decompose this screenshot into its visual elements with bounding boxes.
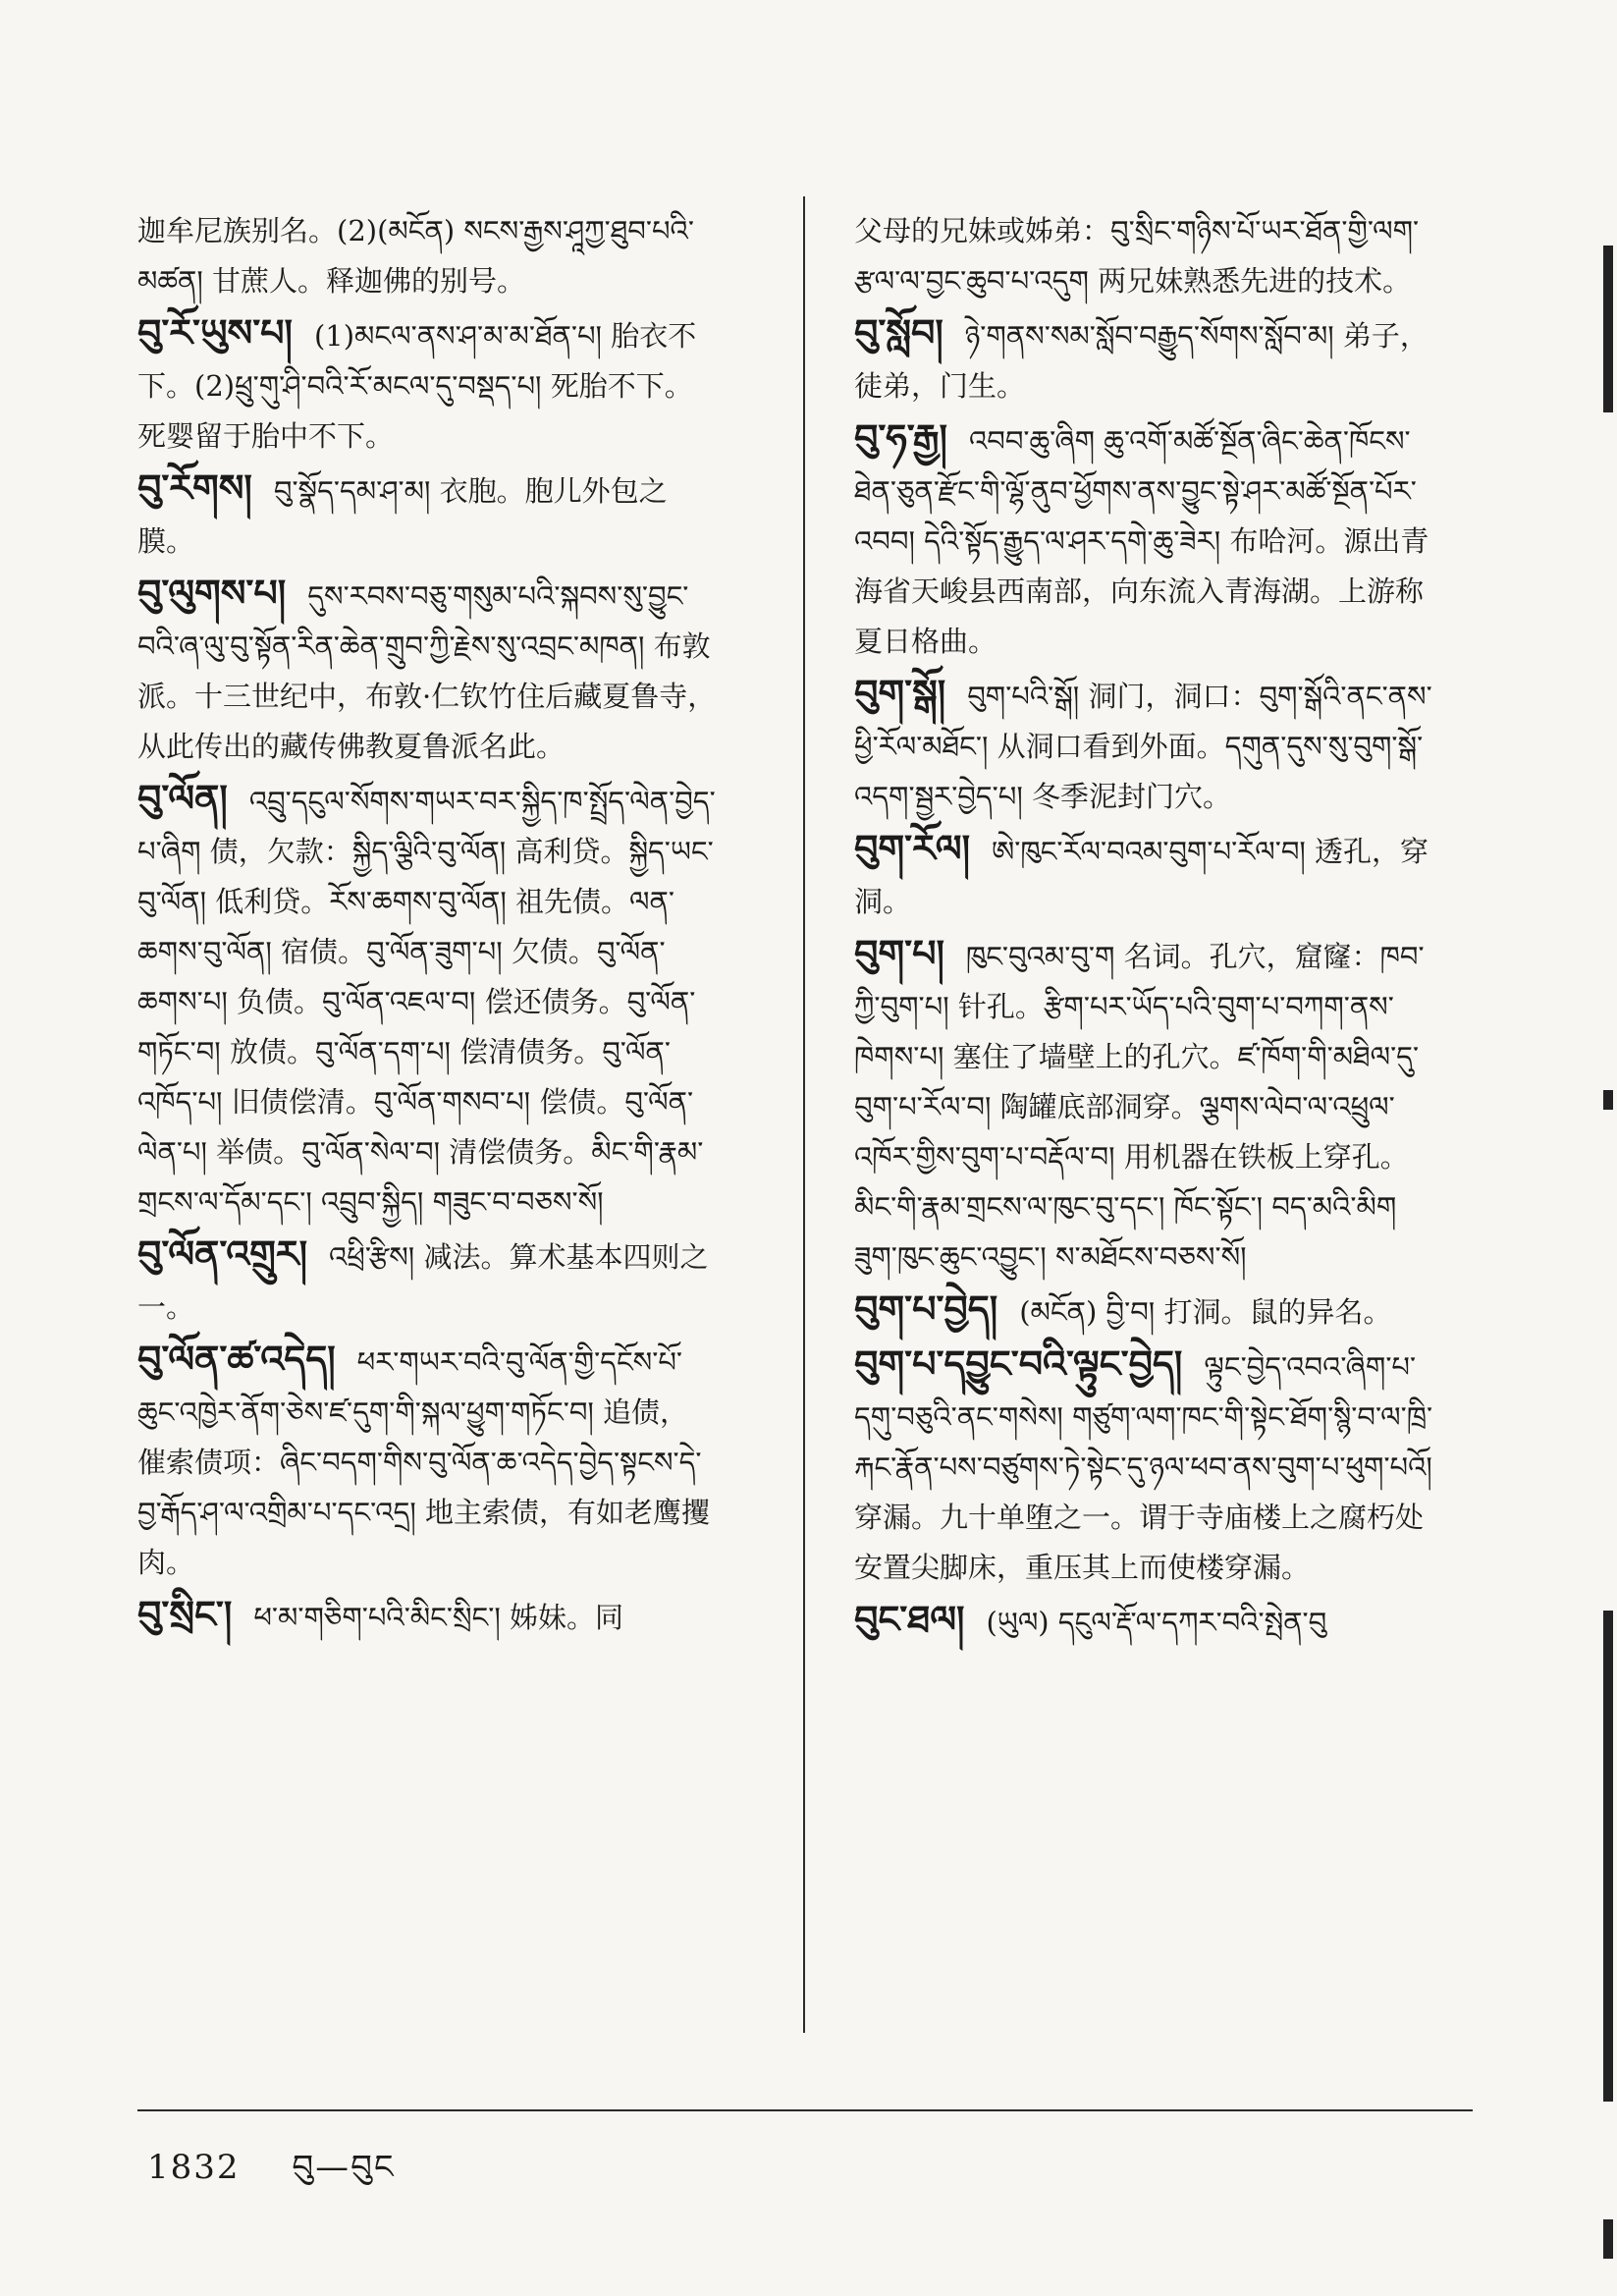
entry-definition: ལྟུང་བྱེད་འབའ་ཞིག་པ་དགུ་བཅུའི་ནང་གསེས། གཙུག་ལག་ཁང་གི་སྟེང་ཐོག་སྙི་བ་ལ་ཁྲི་རྐང་རྣོན་པས་བཙུགས་ཏེ་སྟེང་དུ་ཉལ་ཕབ་ནས་བུག་པ་ཕུག་པའོ། 穿漏。九十单堕之一。谓于寺庙楼上之腐朽处安置尖脚床，重压其上而使楼穿漏。 [854,1350,1433,1584]
entry-definition: ཁུང་བུའམ་བུ་ག 名词。孔穴，窟窿：ཁབ་ཀྱི་བུག་པ། 针孔。རྩིག་པར་ཡོད་པའི་བུག་པ་བཀག་ནས་ཁེགས་པ། 塞住了墙壁上的孔穴。ཛ་ཁོག་གི་མཐིལ་དུ་བུག་པ་ཪོལ་བ། 陶罐底部洞穿。ལྕགས་ལེབ་ལ་འཕྲུལ་འཁོར་གྱིས་བུག་པ་བརྡོལ་བ། 用机器在铁板上穿孔。མིང་གི་རྣམ་གྲངས་ལ་ཁུང་བུ་དང་། ཁོང་སྟོང་། བད་མའི་མིག ཟུག་ཁུང་ཆུང་འབྱུང་། ས་མཐོངས་བཅས་སོ། [854,940,1425,1274]
dictionary-entry [854,1595,1433,1648]
entry-headword: བུ་ཪོ་ཡུས་པ། [137,311,293,355]
entry-headword: བུ་སློབ། [854,311,943,355]
dictionary-entry [137,1230,717,1333]
entry-definition: འབབ་ཆུ་ཞིག ཆུ་འགོ་མཚོ་སྔོན་ཞིང་ཆེན་ཁོངས་ཐེན་ཅུན་རྫོང་གི་ལྷོ་ནུབ་ཕྱོགས་ནས་བྱུང་སྟེ་ཤར་མཚོ་སྔོན་པོར་འབབ། དེའི་སྟོད་རྒྱུད་ལ་ཤར་དགེ་ཆུ་ཟེར། 布哈河。源出青海省天峻县西南部，向东流入青海湖。上游称夏日格曲。 [854,424,1429,658]
dictionary-entry [854,1285,1433,1338]
footer-rule [137,2109,1473,2111]
entry-headword: བུ་ཧ་རྒྱ། [854,416,947,460]
entry-headword: བུག་པ་དབྱུང་བའི་ལྟུང་བྱེད། [854,1342,1183,1386]
column-divider [803,196,805,2033]
dictionary-entry [854,308,1433,411]
right-column [854,206,1433,1650]
entry-definition: འཕྲི་རྩིས། 减法。算术基本四则之一。 [137,1240,709,1324]
dictionary-entry [137,1335,717,1588]
entry-definition: 迦牟尼族别名。(2)(མངོན) སངས་རྒྱས་ཤཱཀྱ་ཐུབ་པའི་མཚན། 甘蔗人。释迦佛的别号。 [137,214,694,298]
dictionary-entry [137,308,717,462]
entry-definition: དུས་རབས་བཅུ་གསུམ་པའི་སྐབས་སུ་བྱུང་བའི་ཞ་ལུ་བུ་སྟོན་རིན་ཆེན་གྲུབ་ཀྱི་རྗེས་སུ་འབྲང་མཁན། 布敦派。十三世纪中，布敦·仁钦竹住后藏夏鲁寺，从此传出的藏传佛教夏鲁派名此。 [137,579,717,763]
entry-definition: ཉེ་གནས་སམ་སློབ་བརྒྱུད་སོགས་སློབ་མ། 弟子，徒弟，门生。 [854,319,1428,403]
page-number: 1832 [147,2148,241,2187]
entry-headword: བུ་སྲིང་། [137,1593,233,1636]
entry-definition: ཕ་མ་གཅིག་པའི་མིང་སྲིང་། 姊妹。同 [253,1601,624,1634]
dictionary-entry [854,413,1433,667]
entry-definition: (ཡུལ) དངུལ་རྡོ་ལ་དཀར་བའི་སྤེན་བུ [986,1606,1327,1639]
dictionary-entry [137,1590,717,1643]
entry-headword: བུག་ཪོལ། [854,827,971,870]
entry-headword: བུང་ཐལ། [854,1598,965,1641]
entry-definition: (1)མངལ་ནས་ཤ་མ་མ་ཐོན་པ། 胎衣不下。(2)ཕྲུ་གུ་ཤི་བའི་རོ་མངལ་དུ་བསྡད་པ། 死胎不下。死婴留于胎中不下。 [137,319,697,453]
entry-headword: བུ་ཪོགས། [137,466,252,510]
entry-headword: བུག་པ་བྱེད། [854,1287,998,1331]
page-range: བུ—བུང [292,2148,396,2187]
entry-definition: བུག་པའི་སྒོ། 洞门，洞口：བུག་སྒོའི་ནང་ནས་ཕྱི་རོལ་མཐོང་། 从洞口看到外面。དགུན་དུས་སུ་བུག་སྒོ་འདག་སྦྱར་བྱེད་པ། 冬季泥封门穴。 [854,680,1432,813]
dictionary-entry [137,206,717,306]
dictionary-entry [854,824,1433,927]
entry-headword: བུག་པ། [854,932,944,975]
dictionary-entry [854,206,1433,306]
entry-headword: བུ་ལོན་ཚ་འདེད། [137,1338,336,1381]
dictionary-entry [854,1339,1433,1593]
dictionary-entry [854,929,1433,1283]
dictionary-entry [137,464,717,567]
dictionary-entry [137,569,717,772]
entry-headword: བུ་ལོན། [137,777,228,820]
dictionary-entry [854,669,1433,822]
scan-edge-marks [1597,39,1617,2278]
dictionary-entry [137,774,717,1228]
entry-headword: བུ་ལོན་འགྲུར། [137,1232,308,1276]
entry-definition: བུ་སྣོད་དམ་ཤ་མ། 衣胞。胞儿外包之膜。 [137,474,668,558]
entry-definition: འབྲུ་དངུལ་སོགས་གཡར་བར་སྐྱིད་ཁ་སྤྲོད་ལེན་བྱེད་པ་ཞིག 债，欠款：སྐྱིད་ལྕིའི་བུ་ལོན། 高利贷。སྐྱིད་ཡང་བུ་ལོན། 低利贷。ཪོས་ཆགས་བུ་ལོན། 祖先债。ལན་ཆགས་བུ་ལོན། 宿债。བུ་ལོན་ཟུག་པ། 欠债。བུ་ལོན་ཆགས་པ། 负债。བུ་ལོན་འཇལ་བ། 偿还债务。བུ་ལོན་གཏོང་བ། 放债。བུ་ལོན་དག་པ། 偿清债务。བུ་ལོན་འཁོད་པ། 旧债偿清。བུ་ལོན་གསབ་པ། 偿债。བུ་ལོན་ལེན་པ། 举债。བུ་ལོན་སེལ་བ། 清偿债务。མིང་གི་རྣམ་གྲངས་ལ་དོམ་དང་། འབྲུབ་སྐྱིད། གཟུང་བ་བཅས་སོ། [137,785,716,1219]
left-column [137,206,717,1645]
entry-definition: (མངོན) བྱི་བ། 打洞。鼠的异名。 [1019,1295,1392,1329]
page-footer [147,2129,396,2223]
entry-headword: བུག་སྒོ། [854,672,946,715]
entry-definition: 父母的兄妹或姊弟：བུ་སྲིང་གཉིས་པོ་ཡར་ཐོན་གྱི་ལག་རྩལ་ལ་བྱང་ཆུབ་པ་འདུག 两兄妹熟悉先进的技术。 [854,214,1420,298]
entry-definition: ཕར་གཡར་བའི་བུ་ལོན་གྱི་དངོས་པོ་ཆུང་འཁྱེར་ནོག་ཅེས་ཛ་དུག་གི་སྐལ་ཕྱུག་གཏོང་བ། 追债，催索债项：ཞིང་བདག་གིས་བུ་ལོན་ཆ་འདེད་བྱེད་སྟངས་དེ་བྱ་རྒོད་ཤ་ལ་འགྲིམ་པ་དང་འདྲ། 地主索债，有如老鹰攫肉。 [137,1345,711,1579]
entry-definition: ཨེ་ཁུང་ཪོལ་བའམ་བུག་པ་ཪོལ་བ། 透孔，穿洞。 [854,835,1429,918]
entry-headword: བུ་ལུགས་པ། [137,572,287,615]
